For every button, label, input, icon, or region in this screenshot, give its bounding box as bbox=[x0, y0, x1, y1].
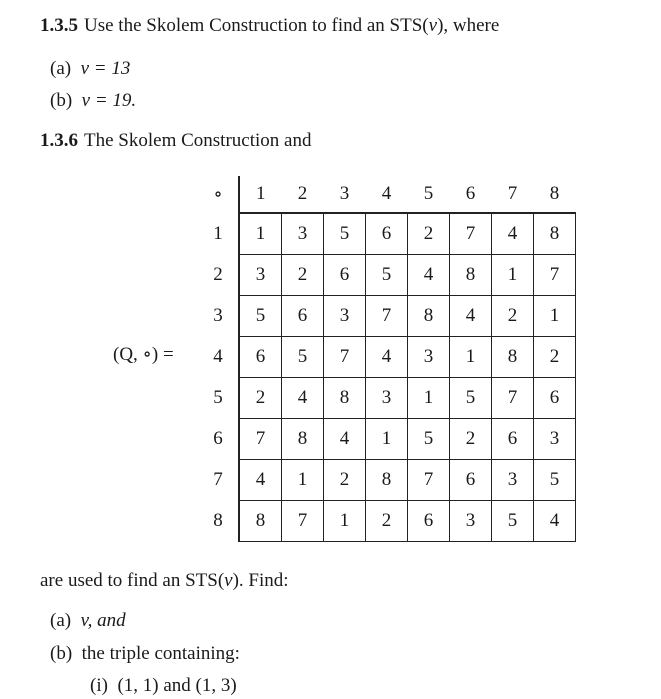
table-cell: 8 bbox=[492, 337, 534, 378]
table-cell: 4 bbox=[324, 419, 366, 460]
table-cell: 7 bbox=[366, 296, 408, 337]
part-expr: v = 19. bbox=[81, 90, 137, 111]
table-cell: 1 bbox=[492, 255, 534, 296]
table-row bbox=[198, 378, 576, 419]
column-header: 5 bbox=[408, 176, 450, 213]
table-cell: 6 bbox=[282, 296, 324, 337]
table-cell: 4 bbox=[408, 255, 450, 296]
table-cell: 3 bbox=[366, 378, 408, 419]
var-v: v bbox=[224, 570, 233, 591]
outro-text: are used to find an STS( bbox=[40, 570, 225, 591]
part-label: (a) bbox=[50, 610, 72, 631]
table-cell: 3 bbox=[324, 296, 366, 337]
quasigroup-table bbox=[198, 176, 576, 542]
table-cell: 5 bbox=[282, 337, 324, 378]
table-cell: 8 bbox=[408, 296, 450, 337]
table-cell: 4 bbox=[492, 213, 534, 255]
table-cell: 8 bbox=[239, 501, 282, 542]
table-cell: 6 bbox=[366, 213, 408, 255]
quasigroup-label: (Q, ∘) = bbox=[113, 344, 174, 365]
table-cell: 8 bbox=[450, 255, 492, 296]
table-cell: 4 bbox=[239, 460, 282, 501]
table-cell: 7 bbox=[408, 460, 450, 501]
table-cell: 8 bbox=[324, 378, 366, 419]
exercise-1-3-5-part-b bbox=[50, 89, 136, 113]
subpart-text: (1, 1) and (1, 3) bbox=[117, 675, 237, 696]
column-header: 8 bbox=[534, 176, 576, 213]
part-text: the triple containing: bbox=[81, 643, 240, 664]
table-cell: 3 bbox=[408, 337, 450, 378]
subpart-label: (i) bbox=[90, 675, 108, 696]
table-cell: 8 bbox=[534, 213, 576, 255]
table-cell: 7 bbox=[534, 255, 576, 296]
row-header: 4 bbox=[198, 337, 239, 378]
table-cell: 2 bbox=[366, 501, 408, 542]
table-cell: 2 bbox=[282, 255, 324, 296]
statement-text: The Skolem Construction and bbox=[84, 130, 312, 151]
exercise-1-3-6-statement bbox=[40, 129, 311, 153]
table-cell: 7 bbox=[239, 419, 282, 460]
table-cell: 3 bbox=[492, 460, 534, 501]
table-cell: 2 bbox=[534, 337, 576, 378]
column-header: 3 bbox=[324, 176, 366, 213]
statement-text: Use the Skolem Construction to find an STS( bbox=[84, 15, 429, 36]
table-cell: 6 bbox=[239, 337, 282, 378]
statement-text-end: ), where bbox=[437, 15, 500, 36]
table-cell: 7 bbox=[282, 501, 324, 542]
table-cell: 1 bbox=[366, 419, 408, 460]
row-header: 5 bbox=[198, 378, 239, 419]
table-corner-op: ∘ bbox=[198, 176, 239, 213]
row-header: 7 bbox=[198, 460, 239, 501]
table-cell: 3 bbox=[450, 501, 492, 542]
table-cell: 7 bbox=[324, 337, 366, 378]
table-row bbox=[198, 460, 576, 501]
part-label: (b) bbox=[50, 643, 73, 664]
table-row bbox=[198, 213, 576, 255]
exercise-1-3-6-part-b bbox=[50, 642, 240, 666]
table-cell: 5 bbox=[324, 213, 366, 255]
part-text: v, and bbox=[80, 610, 126, 631]
table-row bbox=[198, 501, 576, 542]
table-row bbox=[198, 296, 576, 337]
table-cell: 2 bbox=[408, 213, 450, 255]
table-cell: 6 bbox=[450, 460, 492, 501]
table-cell: 5 bbox=[450, 378, 492, 419]
table-cell: 1 bbox=[450, 337, 492, 378]
table-cell: 1 bbox=[239, 213, 282, 255]
table-row bbox=[198, 255, 576, 296]
table-cell: 2 bbox=[492, 296, 534, 337]
part-label: (b) bbox=[50, 90, 73, 111]
table-cell: 4 bbox=[366, 337, 408, 378]
exercise-1-3-6-part-a bbox=[50, 609, 126, 633]
part-label: (a) bbox=[50, 58, 72, 79]
table-cell: 5 bbox=[239, 296, 282, 337]
exercise-1-3-6-subpart-i bbox=[90, 674, 237, 698]
table-cell: 7 bbox=[450, 213, 492, 255]
exercise-1-3-5-statement bbox=[40, 14, 499, 38]
column-header: 7 bbox=[492, 176, 534, 213]
var-v: v bbox=[428, 15, 438, 36]
exercise-1-3-6-outro bbox=[40, 569, 289, 593]
table-cell: 1 bbox=[534, 296, 576, 337]
table-cell: 5 bbox=[492, 501, 534, 542]
table-cell: 4 bbox=[534, 501, 576, 542]
table-cell: 2 bbox=[239, 378, 282, 419]
table-cell: 4 bbox=[282, 378, 324, 419]
table-cell: 1 bbox=[408, 378, 450, 419]
outro-text-end: ). Find: bbox=[232, 570, 289, 591]
exercise-1-3-5-part-a bbox=[50, 57, 130, 81]
part-expr: v = 13 bbox=[80, 58, 131, 79]
table-row bbox=[198, 419, 576, 460]
table-cell: 3 bbox=[239, 255, 282, 296]
row-header: 1 bbox=[198, 213, 239, 255]
exercise-number: 1.3.6 bbox=[40, 130, 78, 151]
table-cell: 4 bbox=[450, 296, 492, 337]
table-cell: 5 bbox=[408, 419, 450, 460]
row-header: 3 bbox=[198, 296, 239, 337]
table-cell: 2 bbox=[324, 460, 366, 501]
column-header: 4 bbox=[366, 176, 408, 213]
row-header: 2 bbox=[198, 255, 239, 296]
row-header: 8 bbox=[198, 501, 239, 542]
table-cell: 8 bbox=[282, 419, 324, 460]
table-cell: 5 bbox=[366, 255, 408, 296]
exercise-number: 1.3.5 bbox=[40, 15, 78, 36]
column-header: 6 bbox=[450, 176, 492, 213]
table-cell: 3 bbox=[534, 419, 576, 460]
table-cell: 3 bbox=[282, 213, 324, 255]
table-cell: 1 bbox=[324, 501, 366, 542]
table-cell: 2 bbox=[450, 419, 492, 460]
table-cell: 6 bbox=[408, 501, 450, 542]
table-cell: 8 bbox=[366, 460, 408, 501]
table-cell: 6 bbox=[534, 378, 576, 419]
table-row bbox=[198, 337, 576, 378]
table-cell: 1 bbox=[282, 460, 324, 501]
table-cell: 7 bbox=[492, 378, 534, 419]
column-header: 1 bbox=[239, 176, 282, 213]
column-header: 2 bbox=[282, 176, 324, 213]
row-header: 6 bbox=[198, 419, 239, 460]
table-cell: 6 bbox=[324, 255, 366, 296]
table-cell: 6 bbox=[492, 419, 534, 460]
table-cell: 5 bbox=[534, 460, 576, 501]
